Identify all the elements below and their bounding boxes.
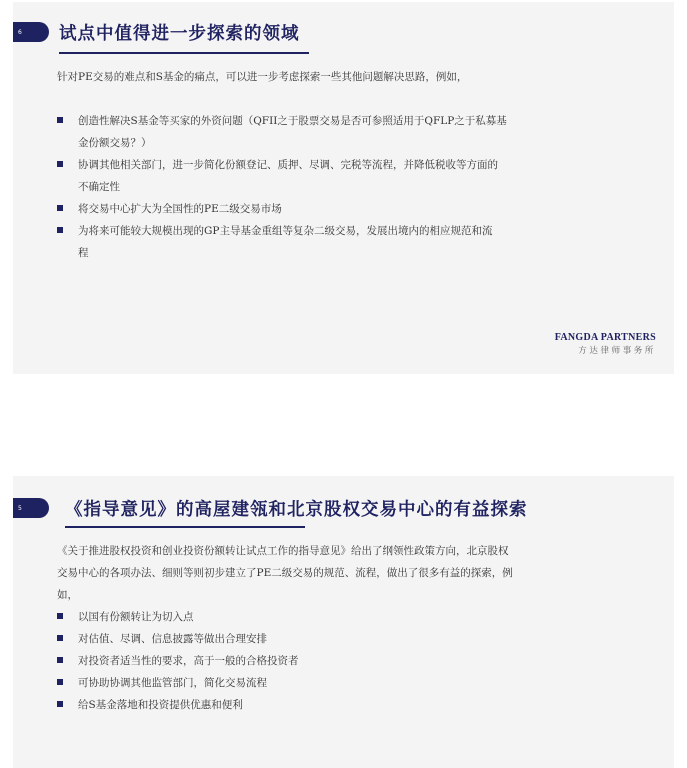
list-item xyxy=(57,198,507,220)
list-item-line: 协调其他相关部门，进一步简化份额登记、质押、尽调、完税等流程，并降低税收等方面的 xyxy=(78,159,498,171)
slide-1 xyxy=(13,2,674,374)
bullet-square-icon xyxy=(57,161,63,167)
list-item-text: 对投资者适当性的要求，高于一般的合格投资者 xyxy=(78,655,299,667)
bullet-square-icon xyxy=(57,227,63,233)
intro-line: 如， xyxy=(57,589,78,601)
list-item xyxy=(57,628,299,650)
bullet-square-icon xyxy=(57,701,63,707)
logo-chinese: 方达律师事务所 xyxy=(578,346,656,356)
list-item-line: 为将来可能较大规模出现的GP主导基金重组等复杂二级交易，发展出境内的相应规范和流 xyxy=(78,225,493,237)
intro-line: 交易中心的各项办法、细则等则初步建立了PE二级交易的规范、流程，做出了很多有益的探索，例 xyxy=(57,567,513,579)
title-underline xyxy=(59,52,309,54)
bullet-square-icon xyxy=(57,635,63,641)
list-item-text: 可协助协调其他监管部门，简化交易流程 xyxy=(78,677,267,689)
list-item-line: 将交易中心扩大为全国性的PE二级交易市场 xyxy=(78,203,282,215)
bullet-square-icon xyxy=(57,117,63,123)
title-underline xyxy=(65,526,305,528)
bullet-square-icon xyxy=(57,613,63,619)
bullet-square-icon xyxy=(57,205,63,211)
list-item xyxy=(57,110,507,154)
list-item xyxy=(57,650,299,672)
bullet-square-icon xyxy=(57,657,63,663)
list-item-text: 给S基金落地和投资提供优惠和便利 xyxy=(78,699,243,711)
slide-title: 试点中值得进一步探索的领域 xyxy=(59,24,300,44)
list-item-line: 金份额交易？） xyxy=(78,137,152,149)
slide-number-badge xyxy=(13,22,49,42)
list-item-line: 不确定性 xyxy=(78,181,120,193)
bullet-list xyxy=(57,606,299,716)
slide-number-badge xyxy=(13,498,49,518)
slide-title: 《指导意见》的高屋建瓴和北京股权交易中心的有益探索 xyxy=(65,500,528,520)
intro-text xyxy=(57,540,513,606)
bullet-square-icon xyxy=(57,679,63,685)
slide-2 xyxy=(13,476,674,768)
list-item xyxy=(57,694,299,716)
logo-english: FANGDA PARTNERS xyxy=(554,332,656,343)
list-item-text: 对估值、尽调、信息披露等做出合理安排 xyxy=(78,633,267,645)
list-item xyxy=(57,154,507,198)
list-item-line: 创造性解决S基金等买家的外资问题（QFII之于股票交易是否可参照适用于QFLP之于私募基 xyxy=(78,115,507,127)
intro-text: 针对PE交易的难点和S基金的痛点，可以进一步考虑探索一些其他问题解决思路，例如， xyxy=(57,71,468,83)
slide-number: 5 xyxy=(18,504,22,512)
list-item-text: 以国有份额转让为切入点 xyxy=(78,611,194,623)
fangda-logo xyxy=(555,332,656,356)
list-item-line: 程 xyxy=(78,247,89,259)
slide-number: 6 xyxy=(18,28,22,36)
list-item xyxy=(57,606,299,628)
list-item xyxy=(57,672,299,694)
list-item xyxy=(57,220,507,264)
bullet-list xyxy=(57,110,507,264)
intro-line: 《关于推进股权投资和创业投资份额转让试点工作的指导意见》给出了纲领性政策方向，北京股权 xyxy=(57,545,509,557)
